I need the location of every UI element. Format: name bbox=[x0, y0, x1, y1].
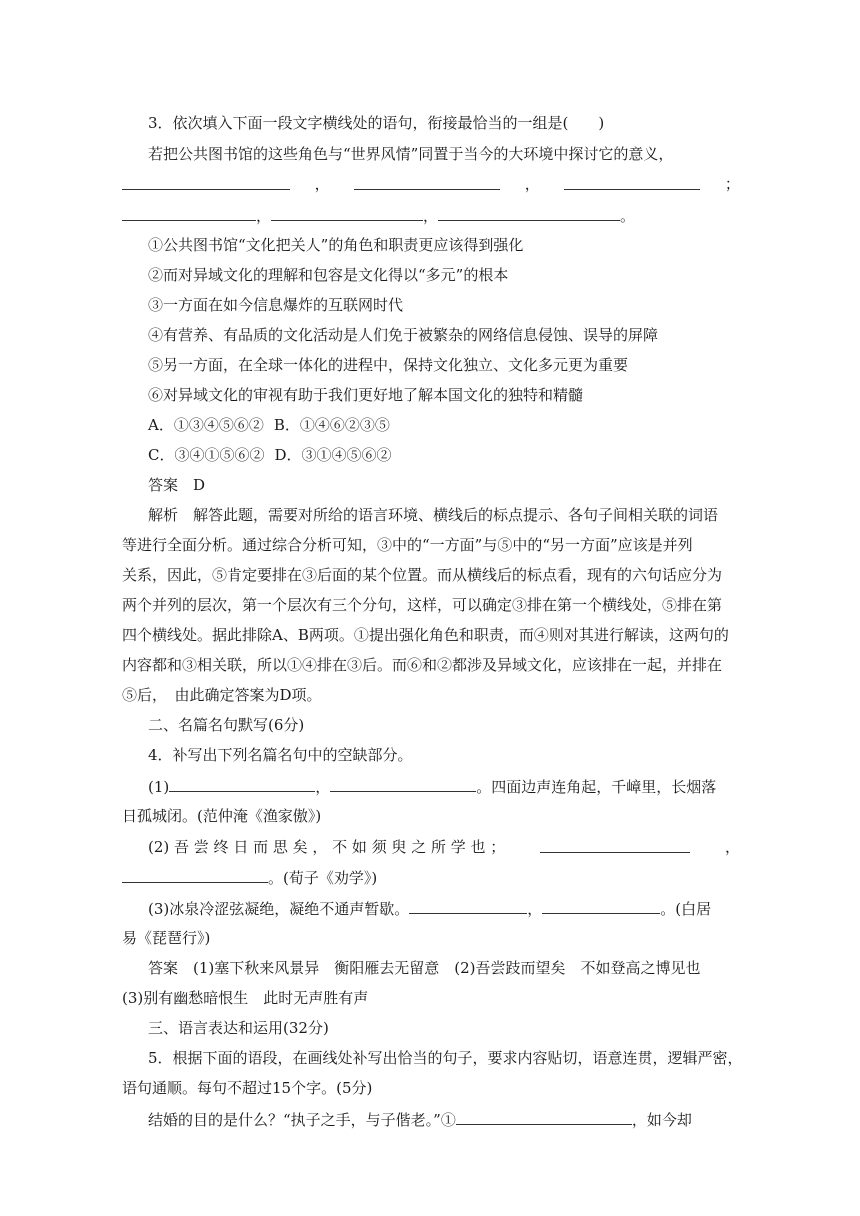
answer-blank[interactable] bbox=[542, 898, 660, 914]
analysis-line: 等进行全面分析。通过综合分析可知，③中的“一方面”与⑤中的“另一方面”应该是并列 bbox=[122, 536, 693, 554]
item-text: 。(荀子《劝学》) bbox=[268, 869, 378, 887]
comma-mark: ， bbox=[423, 207, 439, 225]
answer-blank[interactable] bbox=[122, 867, 268, 883]
item-text: 。四面边声连角起，千嶂里，长烟落 bbox=[476, 778, 717, 796]
answer-blank[interactable] bbox=[122, 205, 256, 221]
option-5: ⑤另一方面，在全球一体化的进程中，保持文化独立、文化多元更为重要 bbox=[148, 356, 629, 374]
choice-d[interactable]: D．③①④⑤⑥② bbox=[274, 446, 392, 464]
answer-blank[interactable] bbox=[438, 205, 620, 221]
answer-blank[interactable] bbox=[330, 776, 476, 792]
item-number: (1) bbox=[148, 778, 170, 796]
comma-mark: ， bbox=[527, 900, 543, 918]
choice-c[interactable]: C．③④①⑤⑥② bbox=[148, 446, 265, 464]
answer-blank[interactable] bbox=[122, 174, 290, 190]
section3-heading: 三、语言表达和运用(32分) bbox=[148, 1019, 329, 1037]
item-text: (2) 吾 尝 终 日 而 思 矣 ， 不 如 须 臾 之 所 学 也 ； bbox=[148, 838, 506, 856]
analysis-line: 两个并列的层次，第一个层次有三个分句，这样，可以确定③排在第一个横线处，⑤排在第 bbox=[122, 596, 723, 614]
answer-blank[interactable] bbox=[271, 205, 423, 221]
comma-mark: ， bbox=[256, 207, 272, 225]
answer-blank[interactable] bbox=[354, 174, 500, 190]
answer-blank[interactable] bbox=[540, 837, 690, 853]
choice-a[interactable]: A．①③④⑤⑥② bbox=[148, 416, 264, 434]
semicolon-mark: ； bbox=[724, 175, 740, 193]
choice-b[interactable]: B．①④⑥②③⑤ bbox=[273, 416, 390, 434]
q3-blank-row-1 bbox=[122, 174, 740, 194]
option-3: ③一方面在如今信息爆炸的互联网时代 bbox=[148, 296, 404, 314]
analysis-line: 解析 解答此题，需要对所给的语言环境、横线后的标点提示、各句子间相关联的词语 bbox=[148, 506, 719, 524]
section2-heading: 二、名篇名句默写(6分) bbox=[148, 716, 305, 734]
option-2: ②而对异域文化的理解和包容是文化得以“多元”的根本 bbox=[148, 266, 509, 284]
answer-blank[interactable] bbox=[564, 174, 700, 190]
q4-item-1-cont: 日孤城闭。(范仲淹《渔家傲》) bbox=[122, 807, 322, 825]
option-1: ①公共图书馆“文化把关人”的角色和职责更应该得到强化 bbox=[148, 236, 524, 254]
q4-answer-cont: (3)别有幽愁暗恨生 此时无声胜有声 bbox=[122, 989, 369, 1007]
item-text: (3)冰泉冷涩弦凝绝，凝绝不通声暂歇。 bbox=[148, 900, 410, 918]
q4-answer: 答案 (1)塞下秋来风景异 衡阳雁去无留意 (2)吾尝跂而望矣 不如登高之博见也 bbox=[148, 959, 701, 977]
answer-blank[interactable] bbox=[169, 776, 315, 792]
answer-blank[interactable] bbox=[409, 898, 527, 914]
analysis-line: 内容都和③相关联，所以①④排在③后。而⑥和②都涉及异域文化，应该排在一起，并排在 bbox=[122, 656, 723, 674]
comma-mark: ， bbox=[314, 175, 330, 193]
analysis-line: 关系，因此，⑤肯定要排在③后面的某个位置。而从横线后的标点看，现有的六句话应分为 bbox=[122, 566, 723, 584]
analysis-line: 四个横线处。据此排除A、B两项。①提出强化角色和职责，而④则对其进行解读，这两句的 bbox=[122, 626, 729, 644]
comma-mark: ， bbox=[315, 778, 331, 796]
q4-item-2-cont bbox=[122, 867, 740, 888]
analysis-line: ⑤后， 由此确定答案为D项。 bbox=[122, 686, 322, 704]
q4-stem: 4．补写出下列名篇名句中的空缺部分。 bbox=[148, 746, 413, 764]
q4-item-2 bbox=[148, 837, 740, 857]
q4-item-1 bbox=[148, 776, 740, 797]
q5-passage bbox=[148, 1109, 740, 1130]
q5-stem: 5．根据下面的语段，在画线处补写出恰当的句子，要求内容贴切，语意连贯，逻辑严密， bbox=[148, 1049, 743, 1067]
q3-passage-intro: 若把公共图书馆的这些角色与“世界风情”同置于当今的大环境中探讨它的意义， bbox=[148, 145, 674, 163]
choices-ab bbox=[148, 415, 740, 435]
q3-blank-row-2 bbox=[122, 205, 740, 226]
period-mark: 。 bbox=[620, 207, 636, 225]
option-4: ④有营养、有品质的文化活动是人们免于被繁杂的网络信息侵蚀、误导的屏障 bbox=[148, 326, 659, 344]
option-6: ⑥对异域文化的审视有助于我们更好地了解本国文化的独特和精髓 bbox=[148, 386, 584, 404]
q5-stem-cont: 语句通顺。每句不超过15个字。(5分) bbox=[122, 1079, 373, 1097]
item-text: ，如今却 bbox=[631, 1111, 692, 1129]
item-text: 结婚的目的是什么？“执子之手，与子偕老。”① bbox=[148, 1111, 456, 1129]
choices-cd bbox=[148, 445, 740, 465]
q3-stem: 3．依次填入下面一段文字横线处的语句，衔接最恰当的一组是( ) bbox=[148, 114, 605, 132]
q4-item-3 bbox=[148, 898, 740, 919]
q4-item-3-cont: 易《琵琶行》) bbox=[122, 929, 211, 947]
answer-blank[interactable] bbox=[456, 1109, 632, 1125]
q3-answer: 答案 D bbox=[148, 476, 206, 494]
item-text: 。(白居 bbox=[660, 900, 712, 918]
comma-mark: ， bbox=[724, 838, 740, 856]
comma-mark: ， bbox=[524, 175, 540, 193]
